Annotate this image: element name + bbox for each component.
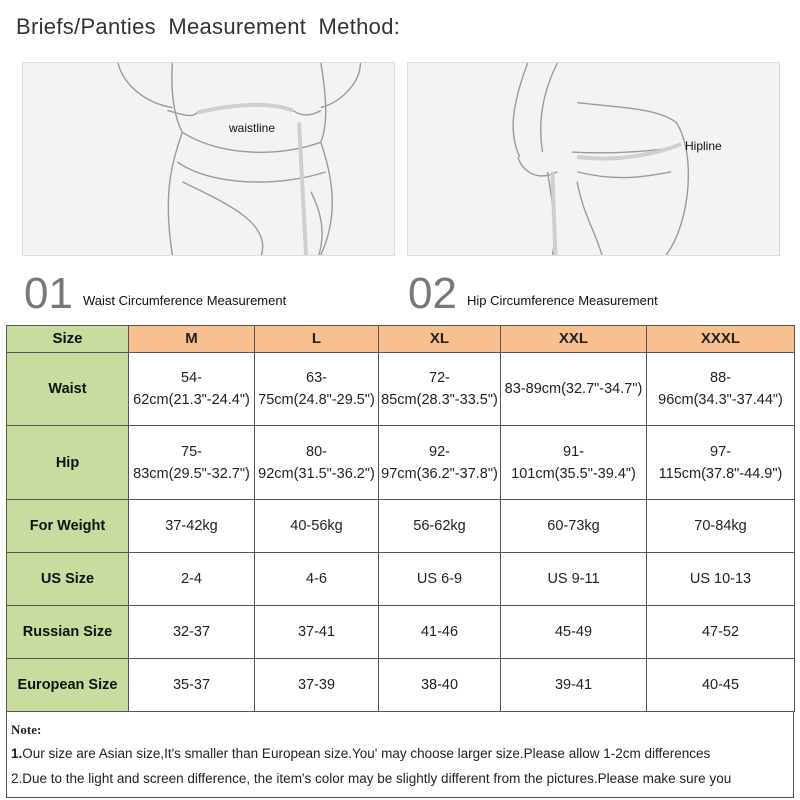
row-label: For Weight: [7, 500, 129, 553]
size-chart-table: [6, 325, 795, 712]
table-cell: 47-52: [647, 606, 795, 659]
table-cell: US 10-13: [647, 553, 795, 606]
table-cell: 60-73kg: [501, 500, 647, 553]
table-header-row: [7, 326, 795, 353]
table-cell: 41-46: [379, 606, 501, 659]
column-header: XXL: [501, 326, 647, 353]
hip-figure-drawing: [408, 63, 779, 255]
table-cell: 54-62cm(21.3"-24.4"): [129, 353, 255, 426]
table-cell: 56-62kg: [379, 500, 501, 553]
step-number: 01: [24, 269, 73, 318]
note-box: [6, 711, 794, 798]
step-caption: Waist Circumference Measurement: [82, 293, 287, 308]
table-row: [7, 500, 795, 553]
step-caption: Hip Circumference Measurement: [466, 293, 658, 308]
table-cell: US 6-9: [379, 553, 501, 606]
table-cell: 72-85cm(28.3"-33.5"): [379, 353, 501, 426]
table-cell: 39-41: [501, 659, 647, 712]
table-row: [7, 659, 795, 712]
table-cell: 75-83cm(29.5"-32.7"): [129, 426, 255, 500]
table-row: [7, 353, 795, 426]
waist-illustration: [22, 62, 395, 256]
table-cell: 35-37: [129, 659, 255, 712]
row-label: US Size: [7, 553, 129, 606]
column-header: XXXL: [647, 326, 795, 353]
table-cell: 37-41: [255, 606, 379, 659]
hip-illustration: [407, 62, 780, 256]
table-cell: 4-6: [255, 553, 379, 606]
table-cell: 70-84kg: [647, 500, 795, 553]
row-label: European Size: [7, 659, 129, 712]
table-cell: 37-39: [255, 659, 379, 712]
table-cell: 40-45: [647, 659, 795, 712]
step-02: [408, 268, 658, 316]
column-header: L: [255, 326, 379, 353]
table-row: [7, 553, 795, 606]
note-text: Our size are Asian size,It's smaller than European size.You' may choose larger size.Please allow 1-2cm differences: [22, 746, 711, 761]
row-label: Waist: [7, 353, 129, 426]
table-cell: 2-4: [129, 553, 255, 606]
table-cell: 97-115cm(37.8"-44.9"): [647, 426, 795, 500]
table-cell: US 9-11: [501, 553, 647, 606]
table-row: [7, 426, 795, 500]
table-cell: 91-101cm(35.5"-39.4"): [501, 426, 647, 500]
note-number: 2.: [11, 771, 23, 786]
table-cell: 37-42kg: [129, 500, 255, 553]
table-cell: 83-89cm(32.7"-34.7"): [501, 353, 647, 426]
column-header: XL: [379, 326, 501, 353]
page-title: Briefs/Panties Measurement Method:: [16, 14, 401, 39]
row-label: Hip: [7, 426, 129, 500]
waist-figure-drawing: [23, 63, 394, 255]
table-cell: 63-75cm(24.8"-29.5"): [255, 353, 379, 426]
step-number: 02: [408, 269, 457, 318]
table-cell: 32-37: [129, 606, 255, 659]
column-header: M: [129, 326, 255, 353]
waistline-label: waistline: [229, 121, 276, 135]
note-line: [11, 771, 789, 786]
table-cell: 38-40: [379, 659, 501, 712]
note-line: [11, 746, 789, 761]
table-cell: 45-49: [501, 606, 647, 659]
step-01: [24, 268, 286, 316]
hipline-label: Hipline: [685, 139, 722, 153]
table-corner-label: Size: [7, 326, 129, 353]
table-row: [7, 606, 795, 659]
note-text: Due to the light and screen difference, the item's color may be slightly different from the pictures.Please make sure you: [22, 771, 732, 786]
row-label: Russian Size: [7, 606, 129, 659]
note-heading: Note:: [11, 722, 42, 737]
table-cell: 88-96cm(34.3"-37.44"): [647, 353, 795, 426]
table-cell: 92-97cm(36.2"-37.8"): [379, 426, 501, 500]
table-cell: 40-56kg: [255, 500, 379, 553]
table-cell: 80-92cm(31.5"-36.2"): [255, 426, 379, 500]
note-number: 1.: [11, 746, 23, 761]
